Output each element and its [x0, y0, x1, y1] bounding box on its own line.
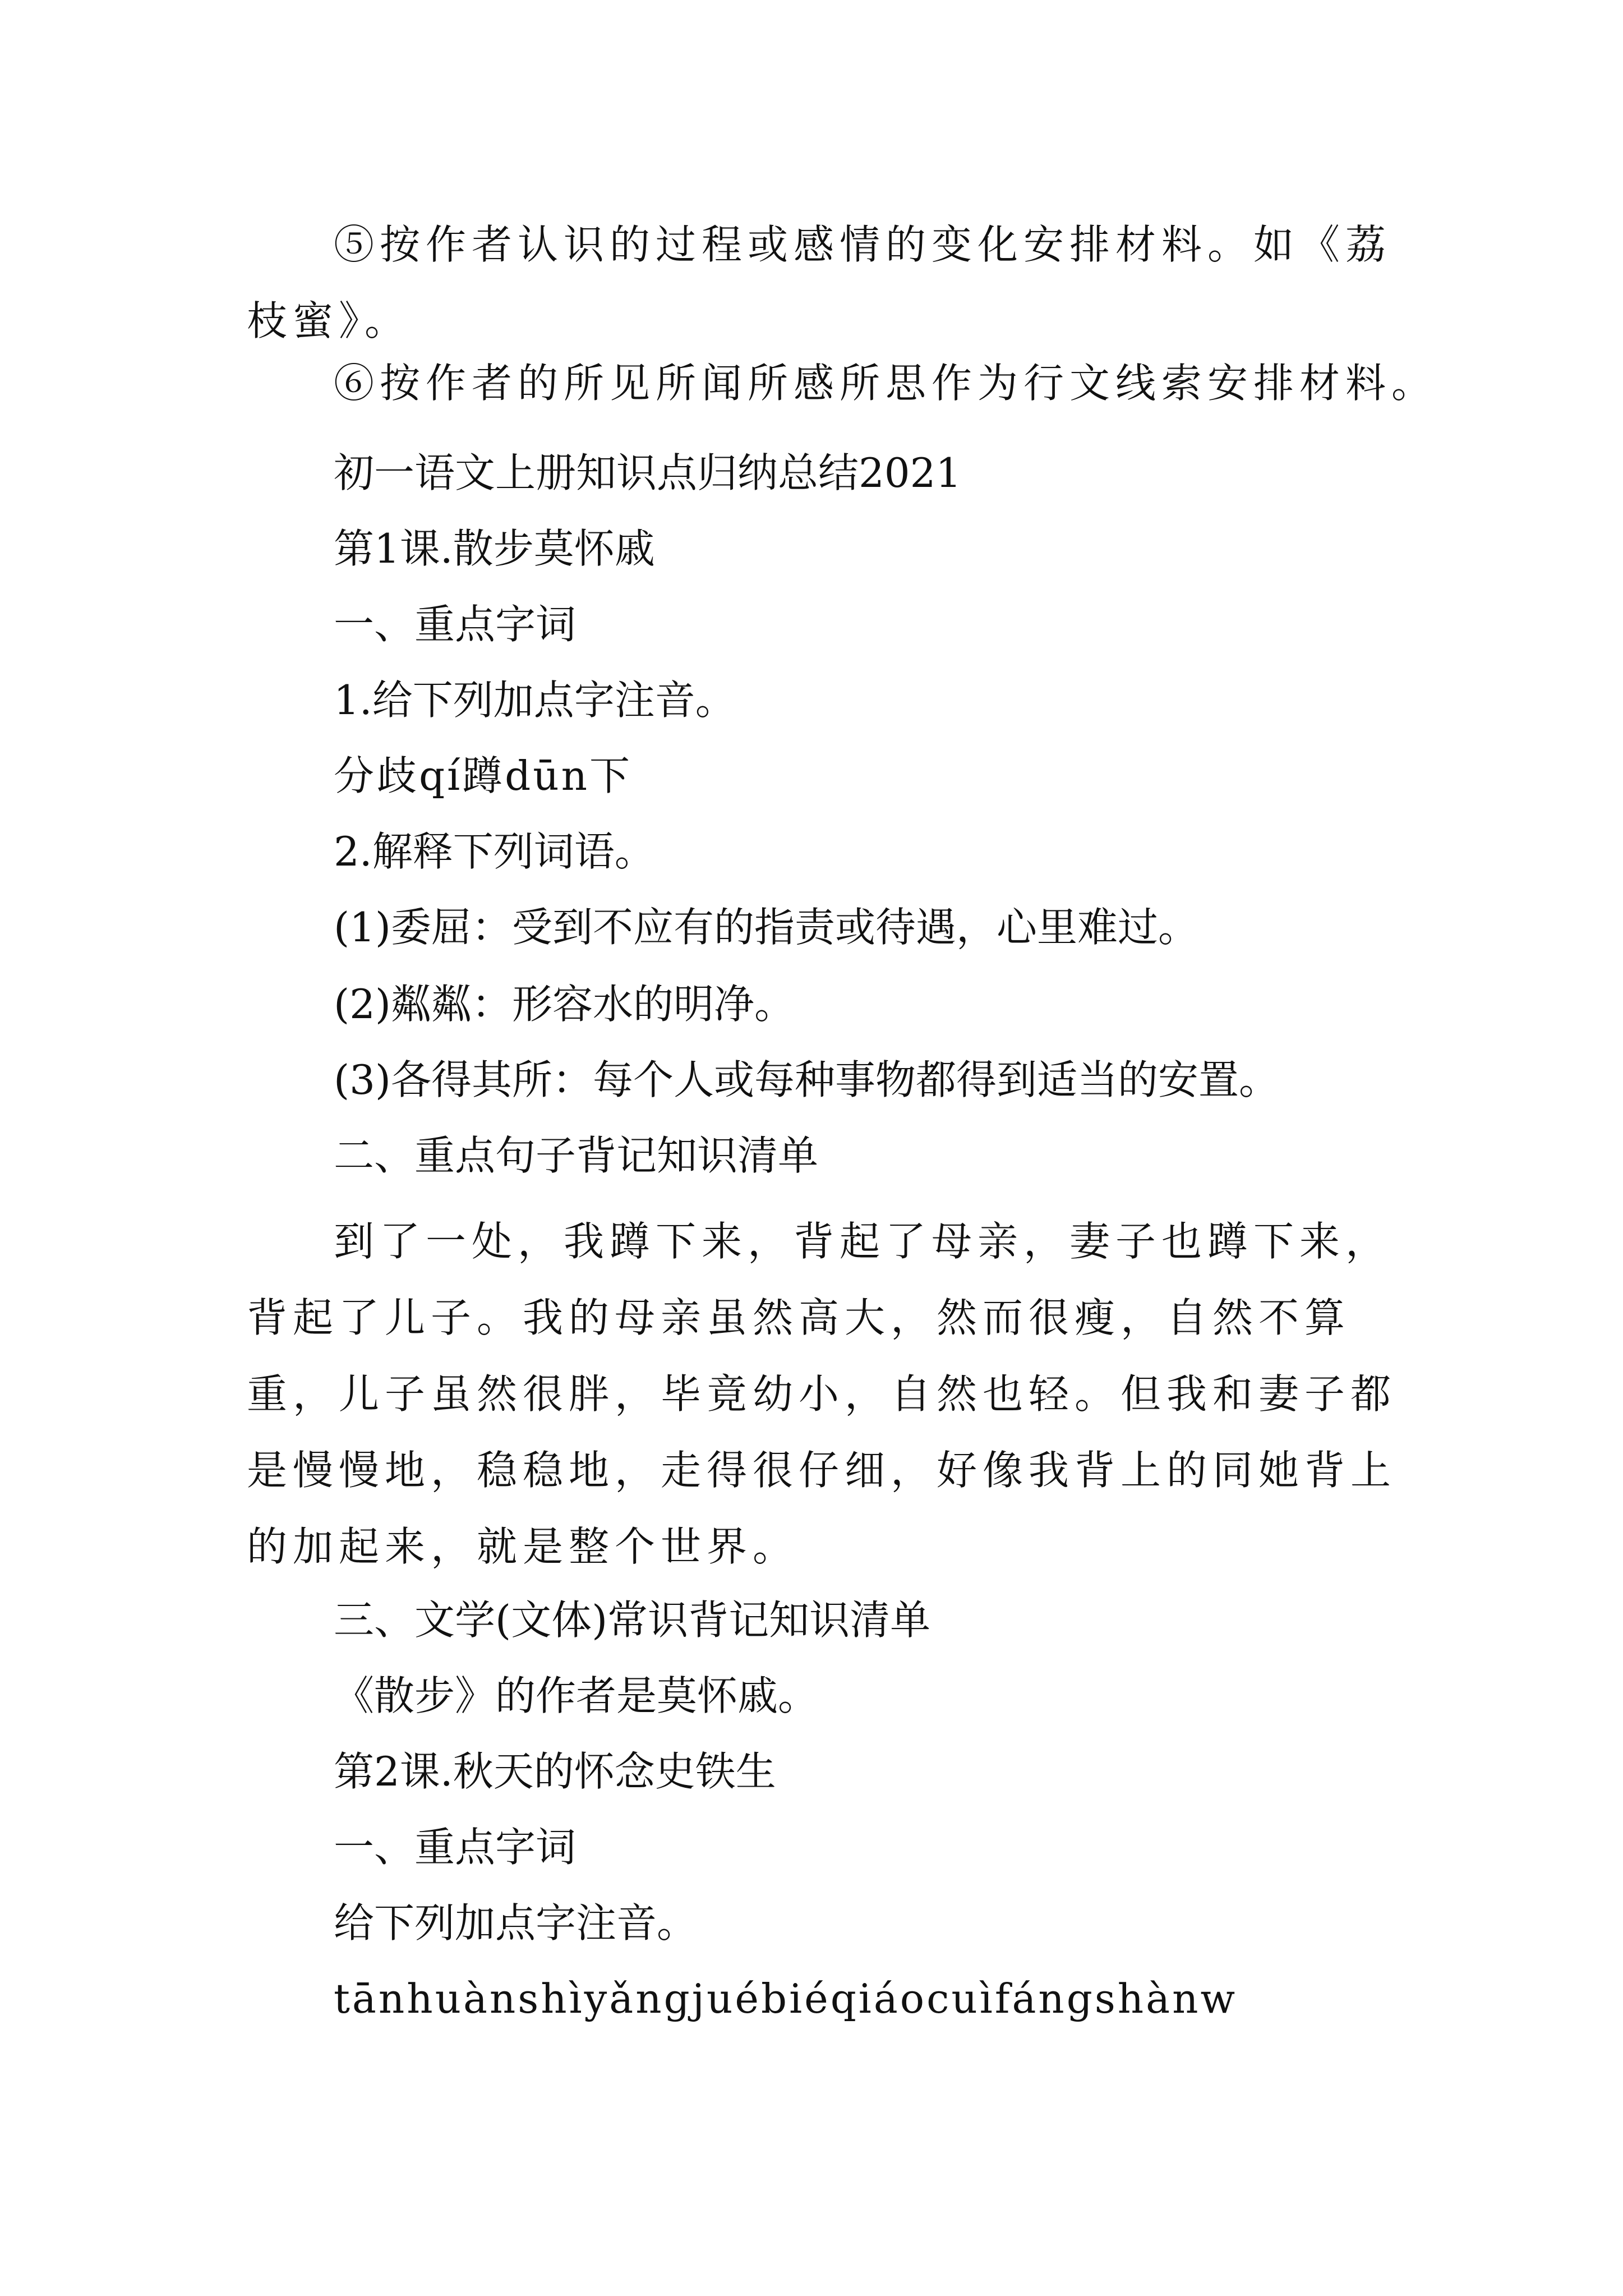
- paragraph-materials-6: ⑥按作者的所见所闻所感所思作为行文线索安排材料。: [334, 360, 1438, 407]
- lesson1-author: 《散步》的作者是莫怀戚。: [334, 1672, 819, 1719]
- lesson1-definition-1: (1)委屈：受到不应有的指责或待遇，心里难过。: [334, 904, 1198, 951]
- lesson1-section-heading-words: 一、重点字词: [334, 601, 577, 648]
- lesson1-question-1: 1.给下列加点字注音。: [334, 677, 736, 724]
- lesson2-section-heading-words: 一、重点字词: [334, 1824, 577, 1871]
- lesson1-definition-2: (2)粼粼：形容水的明净。: [334, 981, 795, 1028]
- lesson1-title: 第1课.散步莫怀戚: [334, 525, 655, 572]
- lesson2-title: 第2课.秋天的怀念史铁生: [334, 1748, 776, 1795]
- paragraph-materials-5: ⑤按作者认识的过程或感情的变化安排材料。如《荔枝蜜》。: [247, 221, 1392, 344]
- lesson1-question-2: 2.解释下列词语。: [334, 828, 655, 875]
- lesson1-section-heading-literature: 三、文学(文体)常识背记知识清单: [334, 1596, 931, 1644]
- lesson1-definition-3: (3)各得其所：每个人或每种事物都得到适当的安置。: [334, 1056, 1279, 1103]
- lesson2-question-1: 给下列加点字注音。: [334, 1899, 698, 1947]
- lesson2-pinyin-line: tānhuànshìyǎngjuébiéqiáocuìfángshànw: [334, 1975, 1238, 2022]
- document-title: 初一语文上册知识点归纳总结2021: [334, 449, 962, 496]
- lesson1-passage: 到了一处，我蹲下来，背起了母亲，妻子也蹲下来，背起了儿子。我的母亲虽然高大，然而很瘦，自然不算重，儿子虽然很胖，毕竟幼小，自然也轻。但我和妻子都是慢慢地，稳稳地，走得很仔细，好像我背上的同她背上的加起来，就是整个世界。: [247, 1218, 1397, 1570]
- lesson1-pinyin-line: 分歧qí蹲dūn下: [334, 752, 632, 799]
- lesson1-section-heading-sentences: 二、重点句子背记知识清单: [334, 1132, 819, 1179]
